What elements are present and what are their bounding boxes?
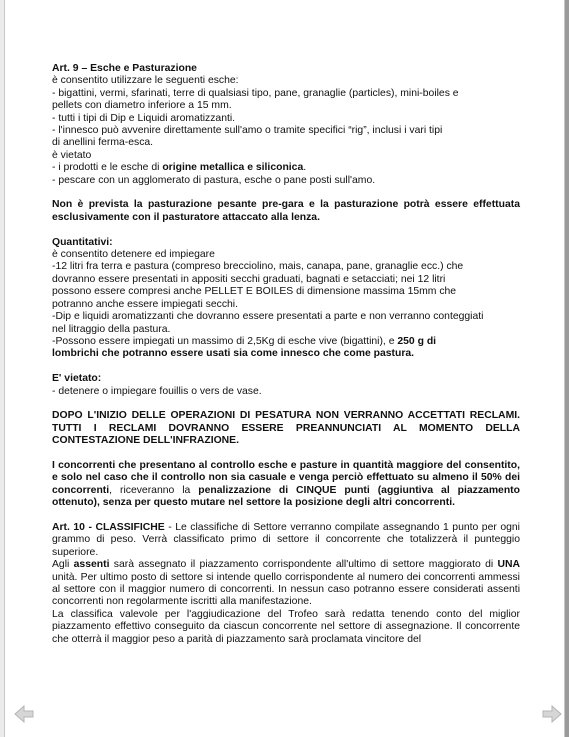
arrow-right-icon[interactable] (541, 703, 563, 725)
art10-classifica-paragraph: La classifica valevole per l'aggiudicazione del Trofeo sarà redatta tenendo conto del miglior piazzamento effettivo conseguito da ciascun concorrente nel settore di assegnazione. Il concorrente che otterrà il maggior peso a parità di piazzamento sarà proclamata vincitore del (52, 608, 520, 645)
art10-title: Art. 10 - CLASSIFICHE (52, 521, 165, 533)
art9-line: di anellini ferma-esca. (52, 137, 154, 149)
document-page (4, 0, 565, 737)
vietato-item: - pescare con un agglomerato di pastura, esche o pane posti sull'amo. (52, 174, 376, 186)
quantitativi-line: è consentito detenere ed impiegare (52, 249, 215, 261)
art9-line: è vietato (52, 149, 92, 161)
e-vietato-title: E' vietato: (52, 373, 102, 385)
quantitativi-line: potranno anche essere impiegati secchi. (52, 298, 238, 310)
art9-line: - l'innesco può avvenire direttamente sull'amo o tramite specifici “rig”, inclusi i vari tipi (52, 125, 443, 137)
quantitativi-title: Quantitativi: (52, 236, 113, 248)
art9-line: è consentito utilizzare le seguenti esche: (52, 75, 239, 87)
possono-line: lombrichi che potranno essere usati sia come innesco che come pastura. (52, 348, 415, 360)
arrow-right-shape (543, 706, 561, 722)
art9-title: Art. 9 – Esche e Pasturazione (52, 63, 197, 74)
concorrenti-paragraph: I concorrenti che presentano al controllo esche e pasture in quantità maggiore del consentito, e solo nel caso che il controllo non sia casuale e venga perciò effettuato su almeno il 50% dei concorrenti, riceveranno la penalizzazione di CINQUE punti (aggiuntiva al piazzamento ottenuto), senza per questo mutare nel settore la posizione degli altri concorrenti. (52, 459, 520, 509)
art9-line: pellets con diametro inferiore a 15 mm. (52, 100, 232, 112)
document-body (52, 63, 520, 646)
art9-line: - tutti i tipi di Dip e Liquidi aromatizzanti. (52, 112, 236, 124)
arrow-left-shape (15, 706, 33, 722)
window-edge (565, 0, 569, 737)
quantitativi-line: dovranno essere presentati in appositi secchi graduati, bagnati e setacciati; nei 12 litri (52, 273, 446, 285)
quantitativi-line: nel litraggio della pastura. (52, 323, 171, 335)
vietato-item: - i prodotti e le esche di origine metallica e siliconica. (52, 162, 307, 174)
arrow-left-icon[interactable] (13, 703, 35, 725)
quantitativi-line: -12 litri fra terra e pastura (compreso brecciolino, mais, canapa, pane, granaglie ecc.) che (52, 261, 464, 273)
quantitativi-line: -Dip e liquidi aromatizzanti che dovranno essere presentati a parte e non verranno conteggiati (52, 311, 484, 323)
art10-intro: Art. 10 - CLASSIFICHE - Le classifiche di Settore verranno compilate assegnando 1 punto per ogni grammo di peso. Verrà classificato primo di settore il concorrente che totalizzerà il punteggio superiore. (52, 521, 520, 558)
pasturazione-paragraph: Non è prevista la pasturazione pesante pre-gara e la pasturazione potrà essere effettuata esclusivamente con il pasturatore attaccato alla lenza. (52, 199, 520, 223)
e-vietato-line: - detenere o impiegare fouillis o vers de vase. (52, 385, 262, 397)
possono-line: -Possono essere impiegati un massimo di 2,5Kg di esche vive (bigattini), e 250 g di (52, 335, 437, 347)
art10-assenti-paragraph: Agli assenti sarà assegnato il piazzamento corrispondente all'ultimo di settore maggiorato di UNA unità. Per ultimo posto di settore si intende quello corrispondente al numero dei concorrenti ammessi al settore con il maggior numero di concorrenti. In nessun caso potranno essere considerati assenti concorrenti non regolarmente iscritti alla manifestazione. (52, 559, 520, 608)
quantitativi-line: possono essere compresi anche PELLET E BOILES di dimensione massima 15mm che (52, 286, 457, 298)
art9-line: - bigattini, vermi, sfarinati, terre di qualsiasi tipo, pane, granaglie (particles), mini-boiles e (52, 87, 459, 99)
pesatura-paragraph: DOPO L'INIZIO DELLE OPERAZIONI DI PESATURA NON VERRANNO ACCETTATI RECLAMI. TUTTI I RECLAMI DOVRANNO ESSERE PREANNUNCIATI AL MOMENTO DELLA CONTESTAZIONE DELL'INFRAZIONE. (52, 410, 520, 447)
